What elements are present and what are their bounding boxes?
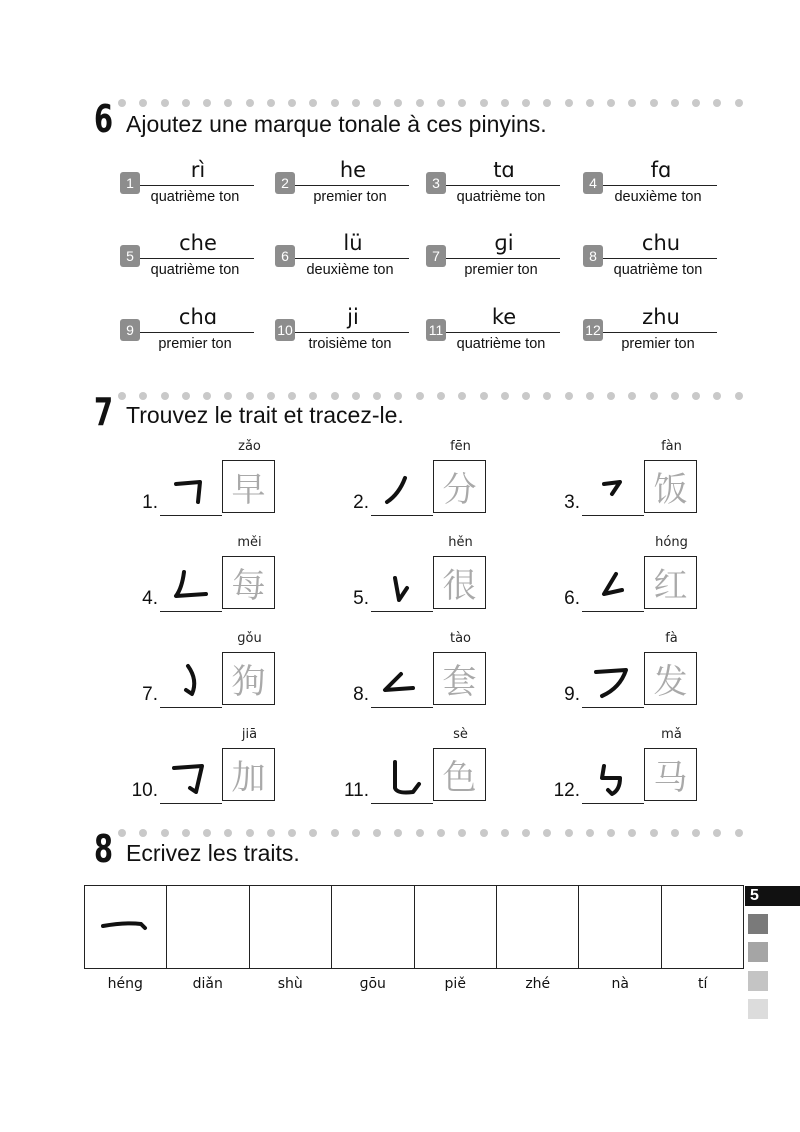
item-number-badge: 5 [120, 245, 140, 267]
character-pinyin: fēn [450, 439, 471, 454]
stroke-piedian-icon [373, 654, 431, 704]
tone-hint: premier ton [158, 336, 232, 352]
stroke-wangou-icon [162, 654, 220, 704]
divider-dot [139, 392, 147, 400]
item-number-badge: 1 [120, 172, 140, 194]
writing-cell[interactable] [662, 886, 743, 968]
writing-cell[interactable] [497, 886, 579, 968]
pinyin-item-4 [583, 158, 717, 204]
divider-dot [224, 829, 232, 837]
tone-hint: quatrième ton [150, 189, 240, 205]
pinyin-item-10 [275, 305, 409, 351]
divider-dot [288, 99, 296, 107]
item-number-badge: 10 [275, 319, 295, 341]
pinyin-text: tɑ [493, 158, 515, 182]
answer-line[interactable] [603, 332, 717, 333]
divider-dot [118, 392, 126, 400]
divider-dot [267, 392, 275, 400]
writing-cell[interactable] [332, 886, 414, 968]
character-box: 狗 [222, 652, 275, 705]
divider-dot [543, 392, 551, 400]
section7-number: 7 [94, 390, 114, 434]
section8-number: 8 [94, 827, 114, 871]
divider-dot [288, 392, 296, 400]
divider-dot [480, 392, 488, 400]
divider-dot [373, 99, 381, 107]
divider-dot [607, 392, 615, 400]
pinyin-text: rì [190, 158, 206, 182]
answer-line[interactable] [160, 707, 222, 708]
divider-dot [628, 99, 636, 107]
divider-dot [713, 99, 721, 107]
stroke-heng-icon [85, 886, 165, 966]
divider-dot [437, 99, 445, 107]
tone-hint: premier ton [313, 189, 387, 205]
stroke-label: piě [444, 976, 466, 992]
divider-dot [671, 392, 679, 400]
stroke-item-6 [554, 535, 704, 612]
stroke-hengzhegou-icon [162, 750, 220, 800]
answer-line[interactable] [603, 185, 717, 186]
divider-dot [203, 99, 211, 107]
tone-hint: quatrième ton [613, 262, 703, 278]
item-number-badge: 6 [275, 245, 295, 267]
item-number: 5. [353, 588, 369, 609]
chapter-tab-marker [748, 999, 768, 1019]
divider-dot [692, 99, 700, 107]
stroke-piedian-icon [162, 558, 220, 608]
answer-line[interactable] [371, 803, 433, 804]
divider-dot [182, 99, 190, 107]
stroke-label: shù [277, 976, 303, 992]
character-pinyin: sè [453, 727, 468, 742]
section8-title: Ecrivez les traits. [126, 840, 300, 866]
tone-hint: premier ton [621, 336, 695, 352]
divider-dot [586, 99, 594, 107]
answer-line[interactable] [140, 332, 254, 333]
character-pinyin: fàn [661, 439, 682, 454]
divider-dot [161, 99, 169, 107]
divider-dot [671, 829, 679, 837]
section6-number: 6 [94, 97, 114, 141]
divider-dot [203, 829, 211, 837]
chapter-tab-marker [748, 971, 768, 991]
item-number-badge: 11 [426, 319, 446, 341]
character-pinyin: mǎ [661, 727, 682, 742]
divider-dot [203, 392, 211, 400]
answer-line[interactable] [295, 332, 409, 333]
answer-line[interactable] [446, 185, 560, 186]
pinyin-text: chɑ [178, 305, 218, 329]
divider-dot [267, 829, 275, 837]
pinyin-text: chu [641, 231, 681, 255]
stroke-label: diǎn [192, 976, 223, 992]
writing-cell[interactable] [85, 886, 167, 968]
stroke-shuzhezhegou-icon [584, 750, 642, 800]
divider-dot [246, 392, 254, 400]
character-box: 饭 [644, 460, 697, 513]
tone-hint: quatrième ton [456, 189, 546, 205]
divider-dot [224, 392, 232, 400]
divider-dot [139, 829, 147, 837]
pinyin-text: he [339, 158, 367, 182]
stroke-item-12 [553, 727, 704, 804]
stroke-label: zhé [525, 976, 551, 992]
divider-dot [182, 829, 190, 837]
character-box: 发 [644, 652, 697, 705]
pinyin-text: zhu [642, 305, 680, 329]
answer-line[interactable] [582, 515, 644, 516]
divider-dot [394, 99, 402, 107]
stroke-hengzhe-icon [162, 462, 220, 512]
divider-dot [437, 829, 445, 837]
answer-line[interactable] [160, 515, 222, 516]
character-box: 红 [644, 556, 697, 609]
divider-dot [650, 392, 658, 400]
character-pinyin: hóng [655, 535, 688, 550]
pinyin-item-5 [120, 231, 254, 277]
item-number: 12. [553, 780, 580, 801]
answer-line[interactable] [446, 258, 560, 259]
divider-dot [331, 392, 339, 400]
item-number-badge: 7 [426, 245, 446, 267]
divider-dot [352, 829, 360, 837]
answer-line[interactable] [140, 185, 254, 186]
answer-line[interactable] [582, 707, 644, 708]
divider-dot [522, 829, 530, 837]
stroke-item-4 [132, 535, 282, 612]
divider-dot [118, 829, 126, 837]
divider-dot [288, 829, 296, 837]
divider-dot [352, 99, 360, 107]
divider-dot [224, 99, 232, 107]
divider-dot [543, 99, 551, 107]
tone-hint: quatrième ton [150, 262, 240, 278]
divider-dot [139, 99, 147, 107]
tone-hint: deuxième ton [614, 189, 702, 205]
answer-line[interactable] [371, 707, 433, 708]
pinyin-item-2 [275, 158, 409, 204]
pinyin-text: ɡi [494, 231, 514, 255]
item-number: 7. [142, 684, 158, 705]
answer-line[interactable] [295, 258, 409, 259]
divider-dot [480, 829, 488, 837]
character-box: 很 [433, 556, 486, 609]
divider-dot [650, 99, 658, 107]
character-box: 色 [433, 748, 486, 801]
stroke-item-11 [343, 727, 493, 804]
pinyin-item-11 [426, 305, 560, 351]
character-pinyin: ɡǒu [237, 631, 262, 646]
answer-line[interactable] [446, 332, 560, 333]
character-box: 每 [222, 556, 275, 609]
divider-dot [501, 829, 509, 837]
stroke-item-9 [554, 631, 704, 708]
stroke-label: héng [107, 976, 143, 992]
writing-cell[interactable] [167, 886, 249, 968]
divider-dot [416, 99, 424, 107]
character-pinyin: fà [665, 631, 678, 646]
item-number: 10. [131, 780, 158, 801]
divider-dot [246, 99, 254, 107]
item-number-badge: 2 [275, 172, 295, 194]
writing-cell[interactable] [415, 886, 497, 968]
divider-dot [118, 99, 126, 107]
divider-dot [267, 99, 275, 107]
divider-dot [522, 99, 530, 107]
tone-hint: premier ton [464, 262, 538, 278]
divider-dot [565, 99, 573, 107]
section8-divider [118, 829, 743, 837]
divider-dot [522, 392, 530, 400]
answer-line[interactable] [160, 803, 222, 804]
pinyin-item-1 [120, 158, 254, 204]
divider-dot [607, 99, 615, 107]
divider-dot [480, 99, 488, 107]
stroke-item-3 [554, 439, 704, 516]
character-box: 早 [222, 460, 275, 513]
answer-line[interactable] [160, 611, 222, 612]
divider-dot [501, 99, 509, 107]
answer-line[interactable] [603, 258, 717, 259]
divider-dot [182, 392, 190, 400]
divider-dot [628, 829, 636, 837]
character-pinyin: zǎo [238, 439, 261, 454]
chapter-tab-marker [748, 914, 768, 934]
item-number-badge: 12 [583, 319, 603, 341]
divider-dot [501, 392, 509, 400]
stroke-hengpie-icon [584, 654, 642, 704]
pinyin-text: fɑ [650, 158, 672, 182]
item-number: 9. [564, 684, 580, 705]
section6-divider [118, 99, 743, 107]
divider-dot [586, 829, 594, 837]
pinyin-text: ke [491, 305, 517, 329]
divider-dot [309, 99, 317, 107]
pinyin-item-9 [120, 305, 254, 351]
stroke-writing-grid [84, 885, 744, 969]
divider-dot [161, 829, 169, 837]
item-number: 3. [564, 492, 580, 513]
stroke-label: ɡōu [359, 976, 386, 992]
stroke-label: tí [698, 976, 708, 992]
section7-title: Trouvez le trait et tracez-le. [126, 402, 404, 428]
stroke-hengpie-icon [584, 462, 642, 512]
character-box: 加 [222, 748, 275, 801]
item-number: 6. [564, 588, 580, 609]
divider-dot [331, 99, 339, 107]
pinyin-item-6 [275, 231, 409, 277]
divider-dot [394, 829, 402, 837]
item-number: 1. [142, 492, 158, 513]
character-pinyin: měi [237, 535, 262, 550]
divider-dot [692, 829, 700, 837]
character-pinyin: jiā [241, 727, 258, 742]
stroke-item-1 [132, 439, 282, 516]
divider-dot [394, 392, 402, 400]
character-box: 套 [433, 652, 486, 705]
chapter-tab [745, 886, 800, 906]
stroke-item-8 [343, 631, 493, 708]
tone-hint: troisième ton [308, 336, 392, 352]
writing-cell[interactable] [250, 886, 332, 968]
stroke-label: nà [611, 976, 629, 992]
divider-dot [713, 829, 721, 837]
divider-dot [586, 392, 594, 400]
stroke-pie-icon [373, 462, 431, 512]
section6-title: Ajoutez une marque tonale à ces pinyins. [126, 111, 547, 137]
divider-dot [565, 392, 573, 400]
stroke-item-5 [343, 535, 493, 612]
divider-dot [373, 829, 381, 837]
answer-line[interactable] [371, 611, 433, 612]
divider-dot [352, 392, 360, 400]
character-box: 分 [433, 460, 486, 513]
answer-line[interactable] [295, 185, 409, 186]
divider-dot [735, 829, 743, 837]
stroke-name-labels [84, 976, 744, 992]
divider-dot [628, 392, 636, 400]
item-number: 11. [343, 780, 369, 801]
divider-dot [458, 829, 466, 837]
character-pinyin: tào [449, 631, 472, 646]
stroke-item-7 [132, 631, 282, 708]
divider-dot [543, 829, 551, 837]
stroke-shuti-icon [373, 558, 431, 608]
divider-dot [713, 392, 721, 400]
tone-hint: deuxième ton [306, 262, 394, 278]
divider-dot [331, 829, 339, 837]
answer-line[interactable] [582, 611, 644, 612]
stroke-item-10 [131, 727, 282, 804]
divider-dot [671, 99, 679, 107]
divider-dot [692, 392, 700, 400]
divider-dot [565, 829, 573, 837]
item-number-badge: 9 [120, 319, 140, 341]
item-number: 8. [353, 684, 369, 705]
chapter-tab-number: 5 [750, 887, 759, 904]
pinyin-item-7 [426, 231, 560, 277]
section7-divider [118, 392, 743, 400]
divider-dot [246, 829, 254, 837]
divider-dot [735, 392, 743, 400]
pinyin-text: lü [343, 231, 363, 255]
stroke-shuwangou-icon [373, 750, 431, 800]
divider-dot [309, 829, 317, 837]
item-number-badge: 4 [583, 172, 603, 194]
pinyin-item-3 [426, 158, 560, 204]
answer-line[interactable] [140, 258, 254, 259]
pinyin-text: che [179, 231, 217, 255]
item-number-badge: 3 [426, 172, 446, 194]
item-number-badge: 8 [583, 245, 603, 267]
writing-cell[interactable] [579, 886, 661, 968]
character-box: 马 [644, 748, 697, 801]
divider-dot [735, 99, 743, 107]
stroke-piezhe-icon [584, 558, 642, 608]
pinyin-text: ji [347, 305, 359, 329]
pinyin-item-8 [583, 231, 717, 277]
stroke-item-2 [343, 439, 493, 516]
answer-line[interactable] [582, 803, 644, 804]
divider-dot [416, 829, 424, 837]
divider-dot [309, 392, 317, 400]
divider-dot [607, 829, 615, 837]
character-pinyin: hěn [448, 535, 473, 550]
pinyin-item-12 [583, 305, 717, 351]
item-number: 4. [142, 588, 158, 609]
tone-hint: quatrième ton [456, 336, 546, 352]
divider-dot [458, 99, 466, 107]
chapter-tab-marker [748, 942, 768, 962]
answer-line[interactable] [371, 515, 433, 516]
divider-dot [458, 392, 466, 400]
divider-dot [416, 392, 424, 400]
divider-dot [437, 392, 445, 400]
divider-dot [161, 392, 169, 400]
divider-dot [373, 392, 381, 400]
divider-dot [650, 829, 658, 837]
item-number: 2. [353, 492, 369, 513]
